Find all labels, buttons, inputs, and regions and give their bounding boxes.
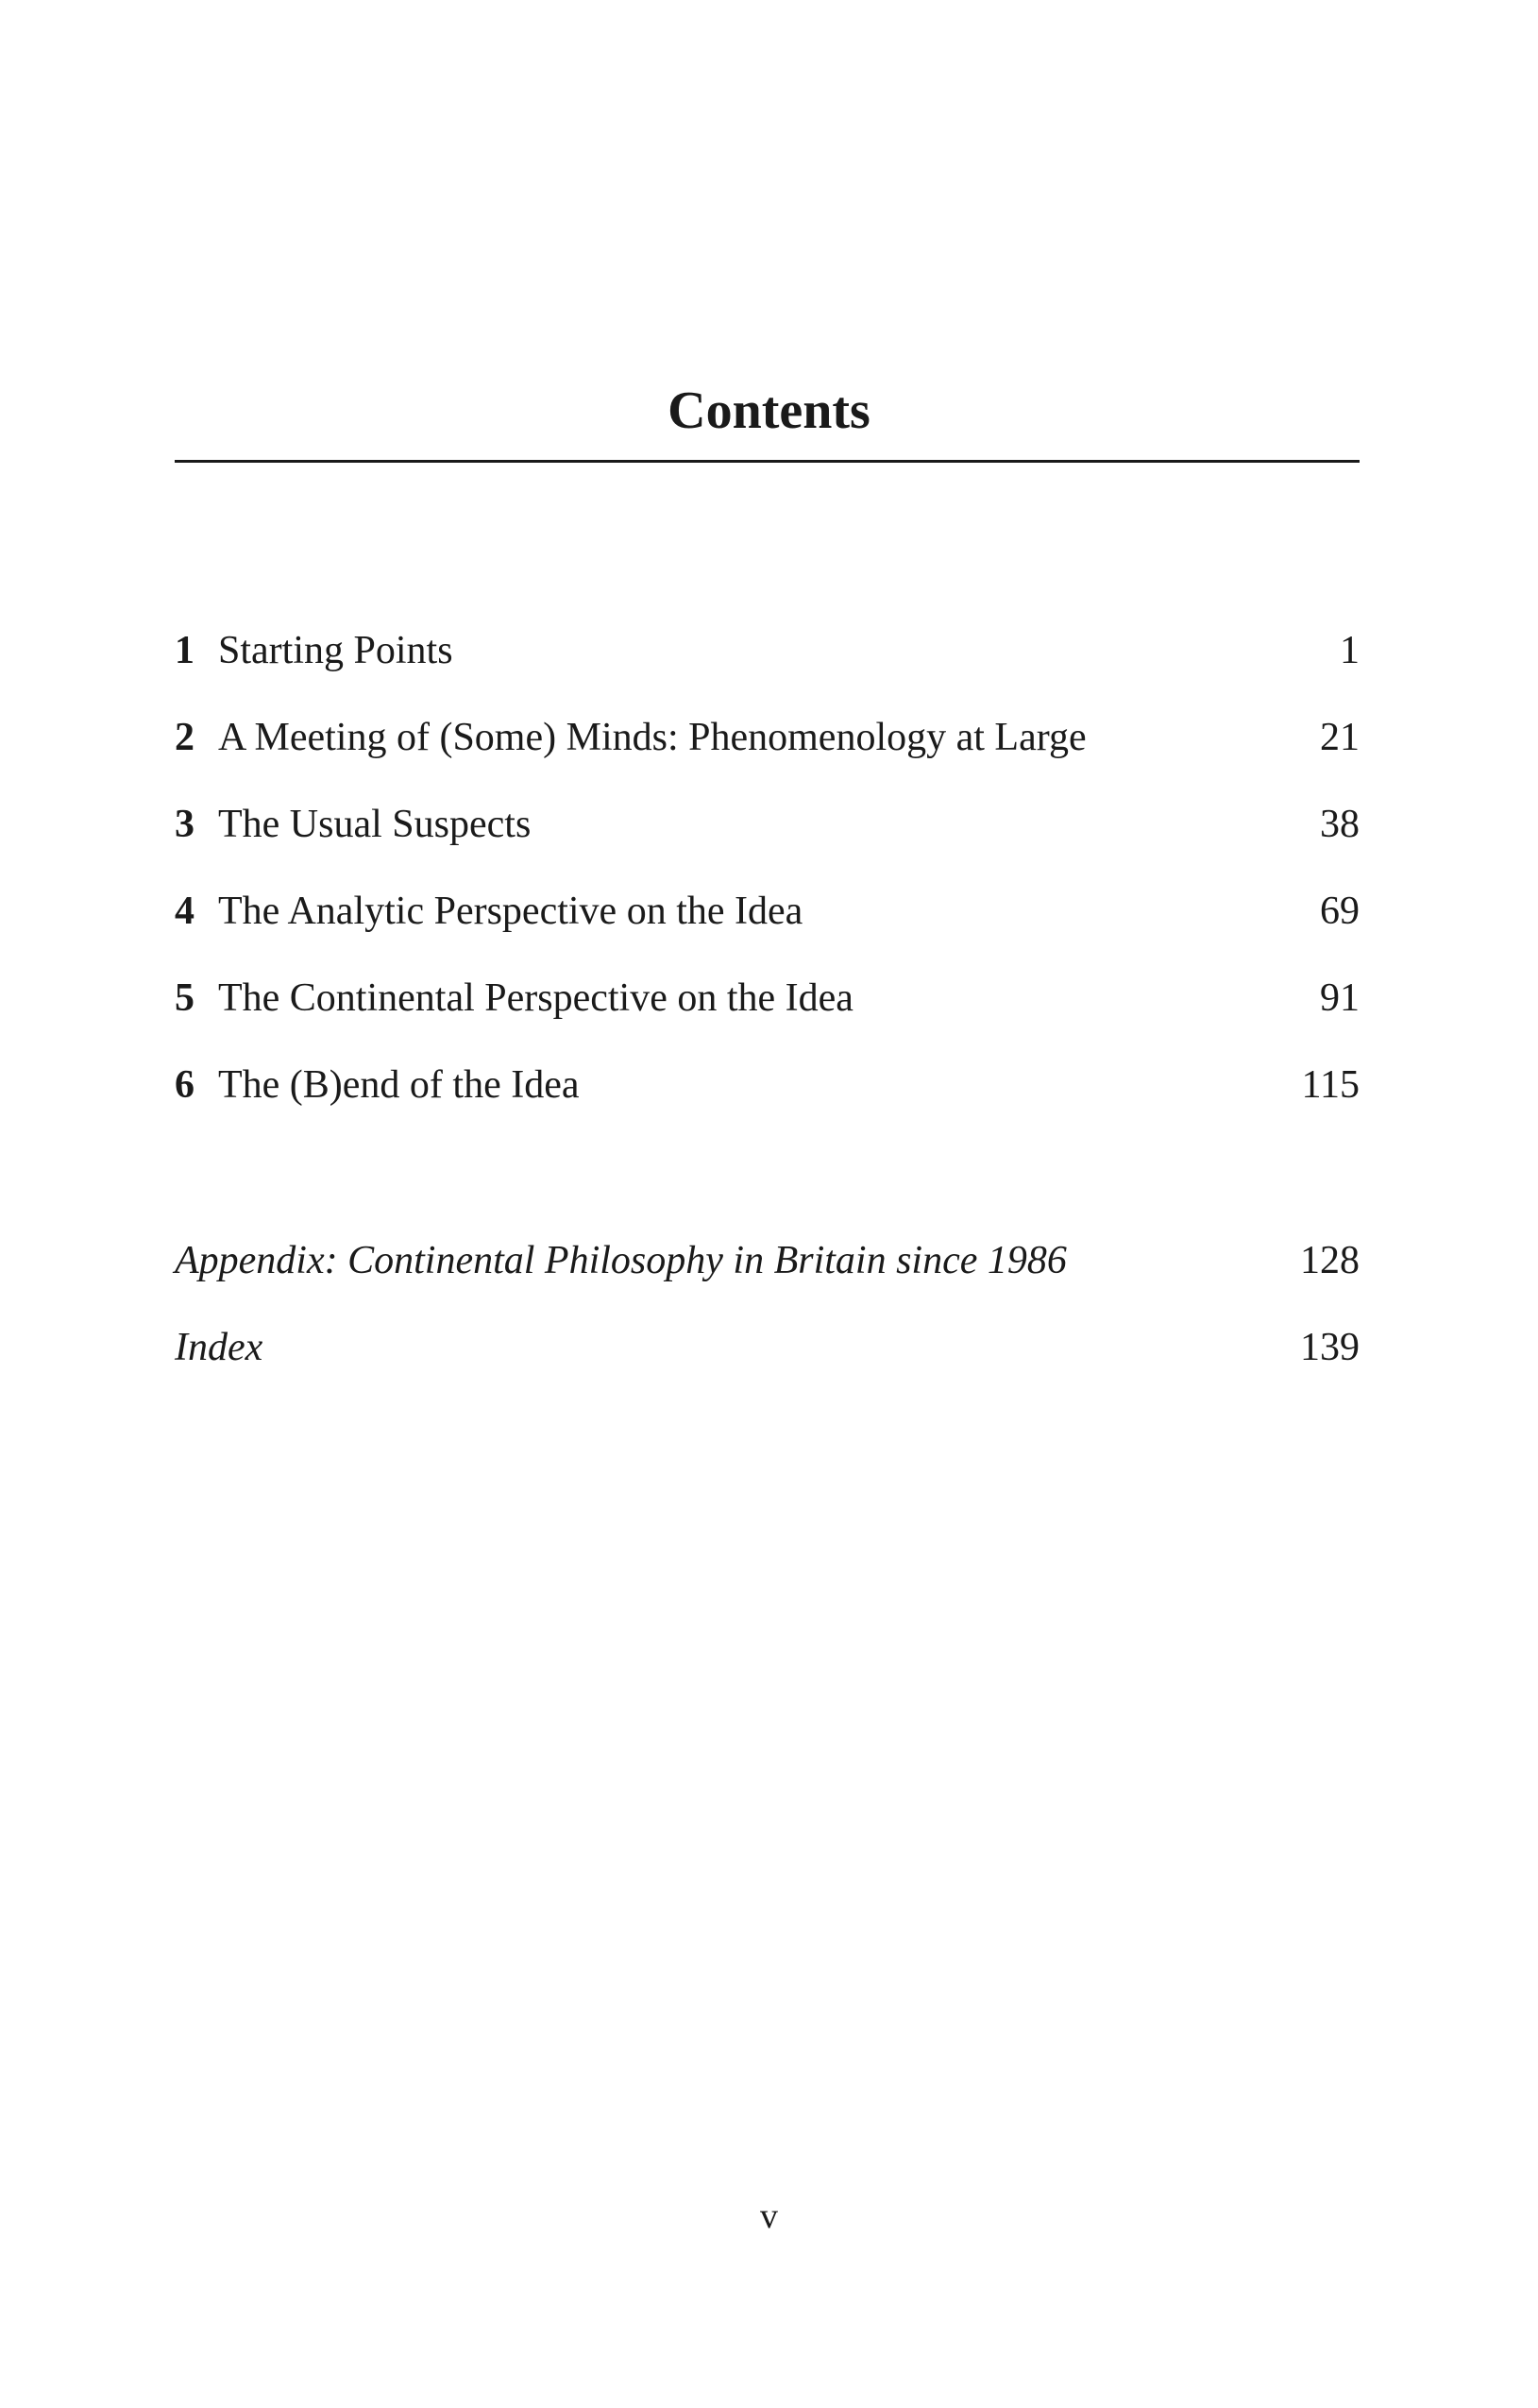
chapter-title: The (B)end of the Idea (218, 1063, 580, 1107)
toc-entry-3[interactable] (175, 795, 1360, 882)
toc-entry-2[interactable] (175, 708, 1360, 795)
page-title: Contents (668, 382, 870, 440)
toc-entry-label (175, 621, 453, 680)
chapter-number: 4 (175, 890, 194, 933)
index-title: Index (175, 1326, 263, 1369)
page-number: 115 (1301, 1063, 1360, 1107)
page-number: 91 (1320, 976, 1360, 1020)
toc-entry-label (175, 969, 854, 1027)
page-number: 1 (1340, 629, 1360, 672)
chapter-number: 1 (175, 629, 194, 672)
chapter-number: 3 (175, 803, 194, 846)
title-rule (175, 460, 1360, 463)
page-number: 21 (1320, 716, 1360, 759)
chapter-title: The Continental Perspective on the Idea (218, 976, 854, 1020)
chapter-title: The Analytic Perspective on the Idea (218, 890, 803, 933)
chapter-number: 6 (175, 1063, 194, 1107)
toc-entry-appendix[interactable] (175, 1231, 1360, 1318)
page-number: 128 (1300, 1239, 1360, 1282)
chapter-list (175, 621, 1360, 1143)
toc-entry-label (175, 708, 1087, 767)
chapter-number: 5 (175, 976, 194, 1020)
chapter-number: 2 (175, 716, 194, 759)
page-number: 69 (1320, 890, 1360, 933)
page-number: 38 (1320, 803, 1360, 846)
toc-entry-4[interactable] (175, 882, 1360, 969)
toc-entry-label (175, 1056, 580, 1114)
toc-entry-6[interactable] (175, 1056, 1360, 1143)
toc-entry-5[interactable] (175, 969, 1360, 1056)
page-number: 139 (1300, 1326, 1360, 1369)
appendix-title: Appendix: Continental Philosophy in Britain since 1986 (175, 1239, 1067, 1282)
chapter-title: The Usual Suspects (218, 803, 532, 846)
folio-page-number: v (760, 2196, 778, 2236)
chapter-title: A Meeting of (Some) Minds: Phenomenology at Large (218, 716, 1087, 759)
toc-entry-index[interactable] (175, 1318, 1360, 1405)
toc-entry-label (175, 795, 531, 854)
toc-entry-label (175, 882, 803, 941)
toc-entry-1[interactable] (175, 621, 1360, 708)
chapter-title: Starting Points (218, 629, 453, 672)
back-matter-list (175, 1231, 1360, 1405)
